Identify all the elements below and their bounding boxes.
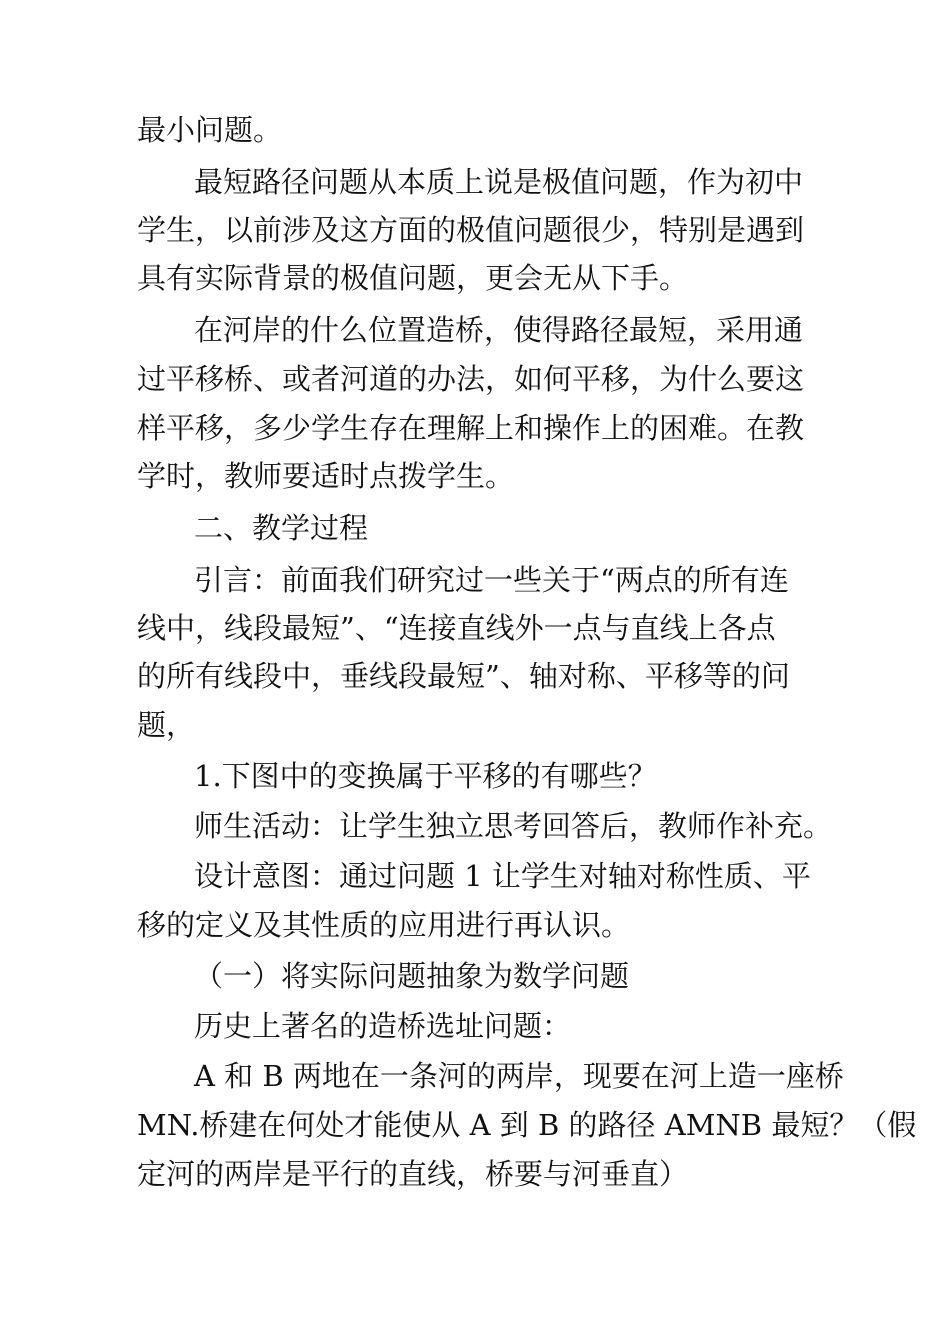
text-line: 过平移桥、或者河道的办法，如何平移，为什么要这 [137, 362, 805, 396]
text-line: 引言：前面我们研究过一些关于“两点的所有连 [194, 563, 789, 597]
text-line: 的所有线段中，垂线段最短”、轴对称、平移等的问 [137, 659, 790, 693]
text-line: 师生活动：让学生独立思考回答后，教师作补充。 [194, 809, 833, 843]
text-line: MN.桥建在何处才能使从 A 到 B 的路径 AMNB 最短？（假 [137, 1108, 917, 1142]
subsection-heading: （一）将实际问题抽象为数学问题 [194, 959, 630, 993]
section-heading: 二、教学过程 [194, 511, 369, 545]
text-line: 学时，教师要适时点拨学生。 [137, 459, 515, 493]
text-line: 历史上著名的造桥选址问题： [194, 1009, 572, 1043]
question-1: 1.下图中的变换属于平移的有哪些？ [194, 759, 657, 793]
text-line: 在河岸的什么位置造桥，使得路径最短，采用通 [194, 313, 804, 347]
text-line: 学生，以前涉及这方面的极值问题很少，特别是遇到 [137, 213, 805, 247]
text-line: A 和 B 两地在一条河的两岸，现要在河上造一座桥 [194, 1059, 844, 1093]
text-line: 最短路径问题从本质上说是极值问题，作为初中 [194, 165, 804, 199]
text-line: 定河的两岸是平行的直线，桥要与河垂直） [137, 1157, 689, 1191]
text-line: 设计意图：通过问题 1 让学生对轴对称性质、平 [194, 859, 811, 893]
text-line: 线中，线段最短”、“连接直线外一点与直线上各点 [137, 611, 776, 645]
text-line: 具有实际背景的极值问题，更会无从下手。 [137, 261, 689, 295]
text-line: 样平移，多少学生存在理解上和操作上的困难。在教 [137, 411, 805, 445]
text-line: 最小问题。 [137, 113, 283, 147]
text-line: 题， [137, 708, 196, 742]
text-line: 移的定义及其性质的应用进行再认识。 [137, 908, 631, 942]
